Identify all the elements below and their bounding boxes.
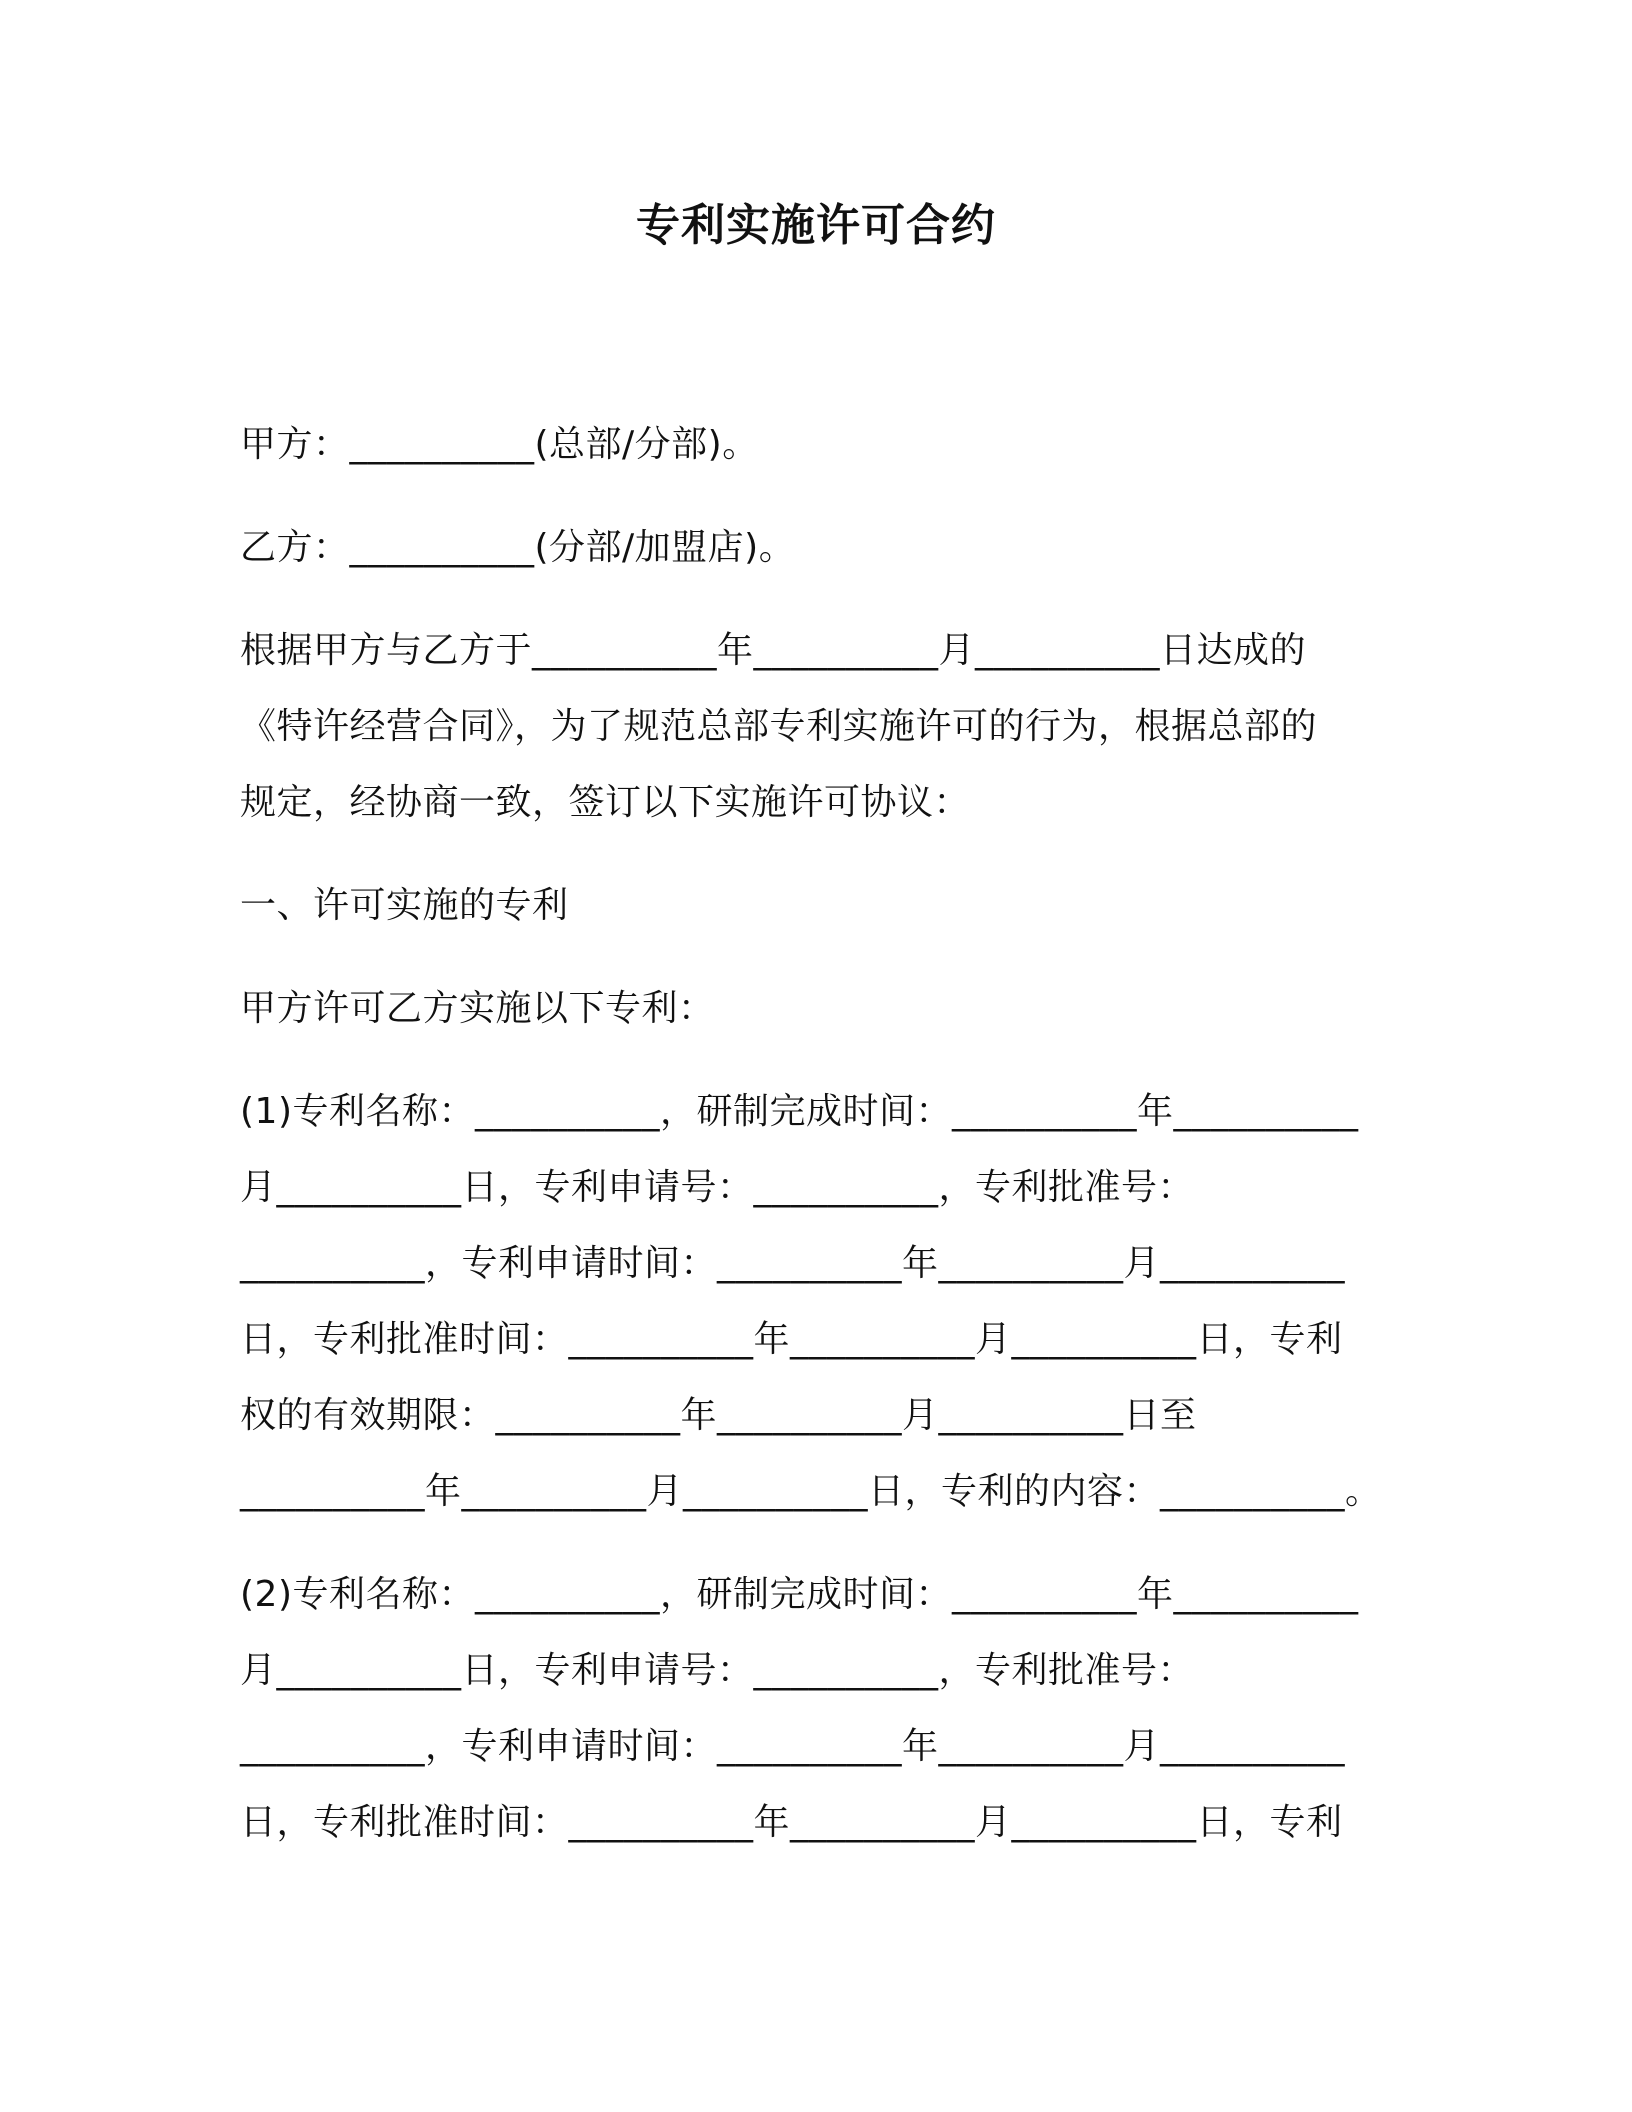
party-a-line: 甲方：__________(总部/分部)。 [240, 424, 759, 465]
party-b-line: 乙方：__________(分部/加盟店)。 [240, 527, 796, 568]
preamble-line-1: 根据甲方与乙方于__________年__________月__________日达成的 [240, 630, 1307, 671]
patent-2-line-3: __________，专利申请时间：__________年__________月__________ [240, 1726, 1346, 1767]
patent-1-line-4: 日，专利批准时间：__________年__________月__________日，专利 [240, 1319, 1343, 1360]
patent-1-line-2: 月__________日，专利申请号：__________，专利批准号： [240, 1167, 1195, 1208]
patent-2-line-2: 月__________日，专利申请号：__________，专利批准号： [240, 1650, 1195, 1691]
patent-2-line-1: (2)专利名称：__________，研制完成时间：__________年__________ [240, 1574, 1359, 1615]
preamble-line-3: 规定，经协商一致，签订以下实施许可协议： [240, 782, 971, 823]
patent-1-line-6: __________年__________月__________日，专利的内容：__________。 [240, 1471, 1382, 1512]
patent-1-line-1: (1)专利名称：__________，研制完成时间：__________年__________ [240, 1091, 1359, 1132]
patent-1-line-3: __________，专利申请时间：__________年__________月__________ [240, 1243, 1346, 1284]
section-intro: 甲方许可乙方实施以下专利： [240, 988, 715, 1029]
document-title: 专利实施许可合约 [636, 200, 996, 251]
patent-1-line-5: 权的有效期限：__________年__________月__________日至 [240, 1395, 1197, 1436]
preamble-line-2: 《特许经营合同》，为了规范总部专利实施许可的行为，根据总部的 [240, 706, 1318, 747]
section-heading: 一、许可实施的专利 [240, 885, 569, 926]
patent-2-line-4: 日，专利批准时间：__________年__________月__________日，专利 [240, 1802, 1343, 1843]
